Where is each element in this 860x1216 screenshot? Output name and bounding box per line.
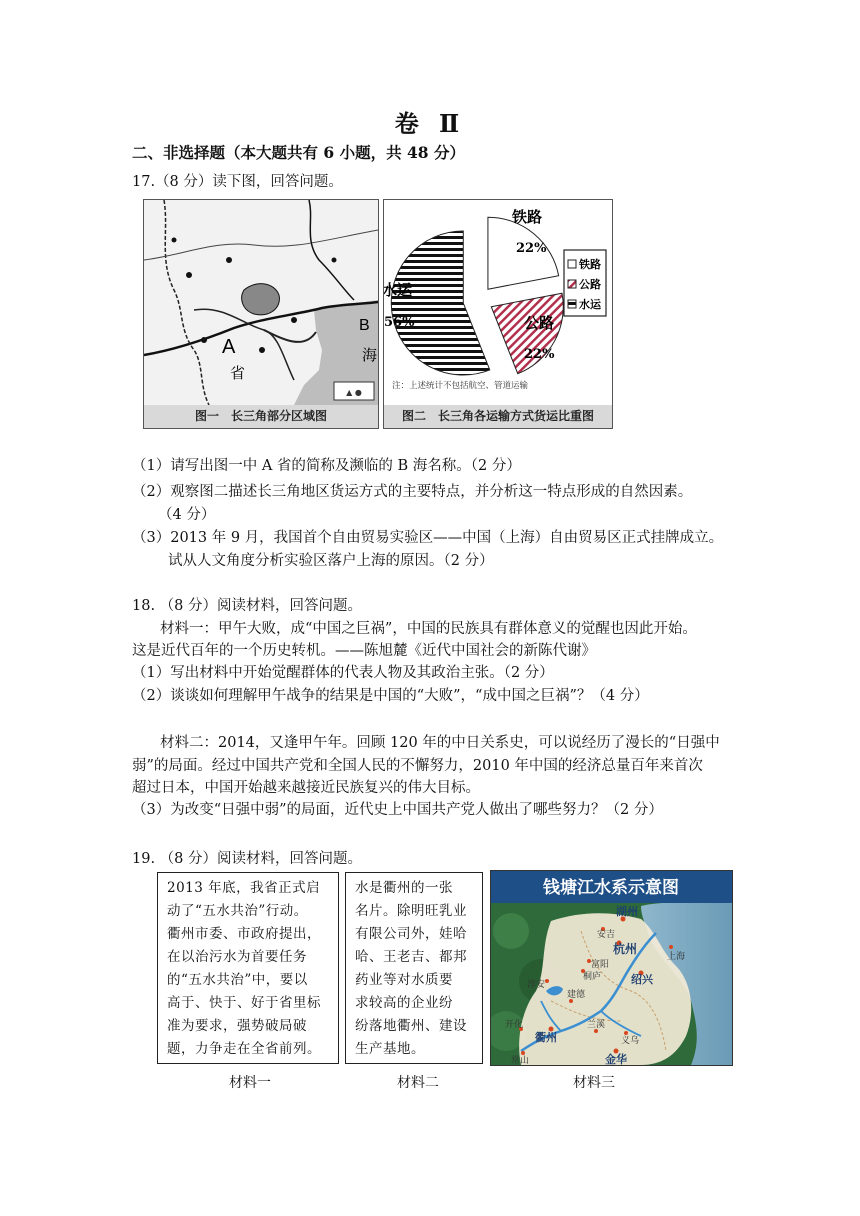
material1-label: 材料一 — [229, 1075, 271, 1091]
legend-swatch-铁路 — [568, 260, 576, 268]
city-changshan: 常山 — [511, 1056, 530, 1065]
legend-label-水运: 水运 — [579, 298, 601, 311]
qiantang-map-svg — [491, 871, 732, 1065]
chart-note: 注：上述统计不包括航空、管道运输 — [392, 381, 529, 391]
q18-material2-line3: 超过日本，中国开始越来越接近民族复兴的伟大目标。 — [132, 780, 480, 796]
pie-value-水运: 56% — [384, 315, 415, 330]
q17-sub1: （1）请写出图一中 A 省的简称及濒临的 B 海名称。（2 分） — [132, 458, 521, 474]
material2-line: 有限公司外，娃哈 — [355, 926, 467, 942]
city-hangzhou: 杭州 — [613, 942, 638, 956]
pie-chart — [384, 200, 612, 405]
city-shanghai: 上海 — [667, 952, 686, 962]
material2-line: 生产基地。 — [355, 1041, 425, 1057]
q18-sub1: （1）写出材料中开始觉醒群体的代表人物及其政治主张。（2 分） — [132, 665, 554, 681]
q18-stem: 18. （8 分）阅读材料，回答问题。 — [132, 598, 363, 614]
section-header: 二、非选择题（本大题共有 6 小题，共 48 分） — [132, 143, 465, 162]
material1-line: 准为要求，强势破局破 — [167, 1018, 307, 1034]
label-b: B — [359, 317, 370, 334]
city-shaoxing: 绍兴 — [631, 973, 653, 986]
q18-material2-line1: 材料二：2014，又逢甲午年。回顾 120 年的中日关系史，可以说经历了漫长的“日强中 — [160, 735, 720, 751]
material2-line: 药业等对水质要 — [355, 972, 453, 988]
city-kaihua: 开化 — [505, 1020, 524, 1030]
material2-line: 纷落地衢州、建设 — [355, 1018, 467, 1034]
page-title: 卷 Ⅱ — [394, 109, 466, 138]
figure2-caption: 图二 长三角各运输方式货运比重图 — [384, 405, 612, 428]
city-huzhou: 湖州 — [616, 905, 638, 918]
material3-map — [490, 870, 733, 1066]
material3-label: 材料三 — [573, 1075, 615, 1091]
city-fuyang: 富阳 — [591, 960, 610, 970]
q17-sub3b: 试从人文角度分析实验区落户上海的原因。（2 分） — [168, 553, 494, 569]
figure1-map — [143, 199, 379, 429]
lake — [242, 284, 280, 315]
q17-stem: 17.（8 分）读下图，回答问题。 — [132, 174, 343, 190]
q18-material1-line2: 这是近代百年的一个历史转机。——陈旭麓《近代中国社会的新陈代谢》 — [132, 643, 596, 659]
city-lanxi: 兰溪 — [587, 1020, 606, 1030]
material2-line: 求较高的企业纷 — [355, 995, 453, 1011]
figure2-chart — [383, 199, 613, 429]
label-hai: 海 — [362, 346, 378, 364]
legend-swatch-水运 — [568, 300, 576, 308]
q17-sub3a: （3）2013 年 9 月，我国首个自由贸易实验区——中国（上海）自由贸易区正式挂牌成立。 — [132, 530, 724, 546]
q19-stem: 19. （8 分）阅读材料，回答问题。 — [132, 851, 363, 867]
q18-sub3: （3）为改变“日强中弱”的局面，近代史上中国共产党人做出了哪些努力？（2 分） — [132, 802, 663, 818]
material1-line: 的“五水共治”中，要以 — [167, 972, 308, 988]
q18-material1-line1: 材料一：甲午大败，成“中国之巨祸”，中国的民族具有群体意义的觉醒也因此开始。 — [160, 621, 697, 637]
q17-sub2b: （4 分） — [158, 507, 216, 523]
figure1-caption: 图一 长三角部分区域图 — [144, 405, 378, 428]
pie-label-铁路: 铁路 — [512, 208, 543, 226]
legend-swatch-公路 — [568, 280, 576, 288]
city-quzhou: 衢州 — [535, 1031, 557, 1044]
material2-label: 材料二 — [397, 1075, 439, 1091]
material1-line: 高于、快于、好于省里标 — [167, 995, 321, 1011]
legend-label-铁路: 铁路 — [579, 258, 601, 271]
label-sheng: 省 — [230, 364, 246, 382]
city-anji: 安吉 — [597, 930, 616, 940]
material1-line: 题，力争走在全省前列。 — [167, 1041, 321, 1057]
pie-label-公路: 公路 — [524, 314, 555, 332]
legend-label-公路: 公路 — [579, 278, 601, 291]
material1-box — [157, 872, 339, 1064]
material2-line: 名片。除明旺乳业 — [355, 903, 467, 919]
map-svg — [144, 200, 378, 405]
pie-value-公路: 22% — [524, 347, 555, 362]
svg-text:▲ ●: ▲ ● — [346, 388, 362, 397]
map-title: 钱塘江水系示意图 — [543, 878, 679, 898]
pie-value-铁路: 22% — [516, 241, 547, 256]
city-jiande: 建德 — [567, 990, 586, 1000]
q18-sub2: （2）谈谈如何理解甲午战争的结果是中国的“大败”，“成中国之巨祸”？（4 分） — [132, 688, 649, 704]
material1-line: 在以治污水为首要任务 — [167, 949, 307, 965]
city-tonglu: 桐庐 — [583, 972, 602, 982]
material2-box — [345, 872, 483, 1064]
pie-label-水运: 水运 — [384, 281, 413, 299]
pie-slice-水运 — [391, 231, 490, 375]
label-a: A — [222, 336, 236, 358]
city-yiwu: 义乌 — [621, 1036, 640, 1046]
material1-line: 衢州市委、市政府提出， — [167, 926, 321, 942]
q18-material2-line2: 弱”的局面。经过中国共产党和全国人民的不懈努力，2010 年中国的经济总量百年来首次 — [132, 758, 703, 774]
material1-line: 动了“五水共治”行动。 — [167, 903, 308, 919]
material2-line: 水是衢州的一张 — [355, 880, 453, 896]
material1-line: 2013 年底，我省正式启 — [167, 880, 321, 896]
q17-sub2a: （2）观察图二描述长三角地区货运方式的主要特点，并分析这一特点形成的自然因素。 — [132, 484, 693, 500]
city-chunan: 淳安 — [527, 980, 546, 990]
city-jinhua: 金华 — [605, 1053, 627, 1065]
material2-line: 哈、王老吉、都邦 — [355, 949, 467, 965]
